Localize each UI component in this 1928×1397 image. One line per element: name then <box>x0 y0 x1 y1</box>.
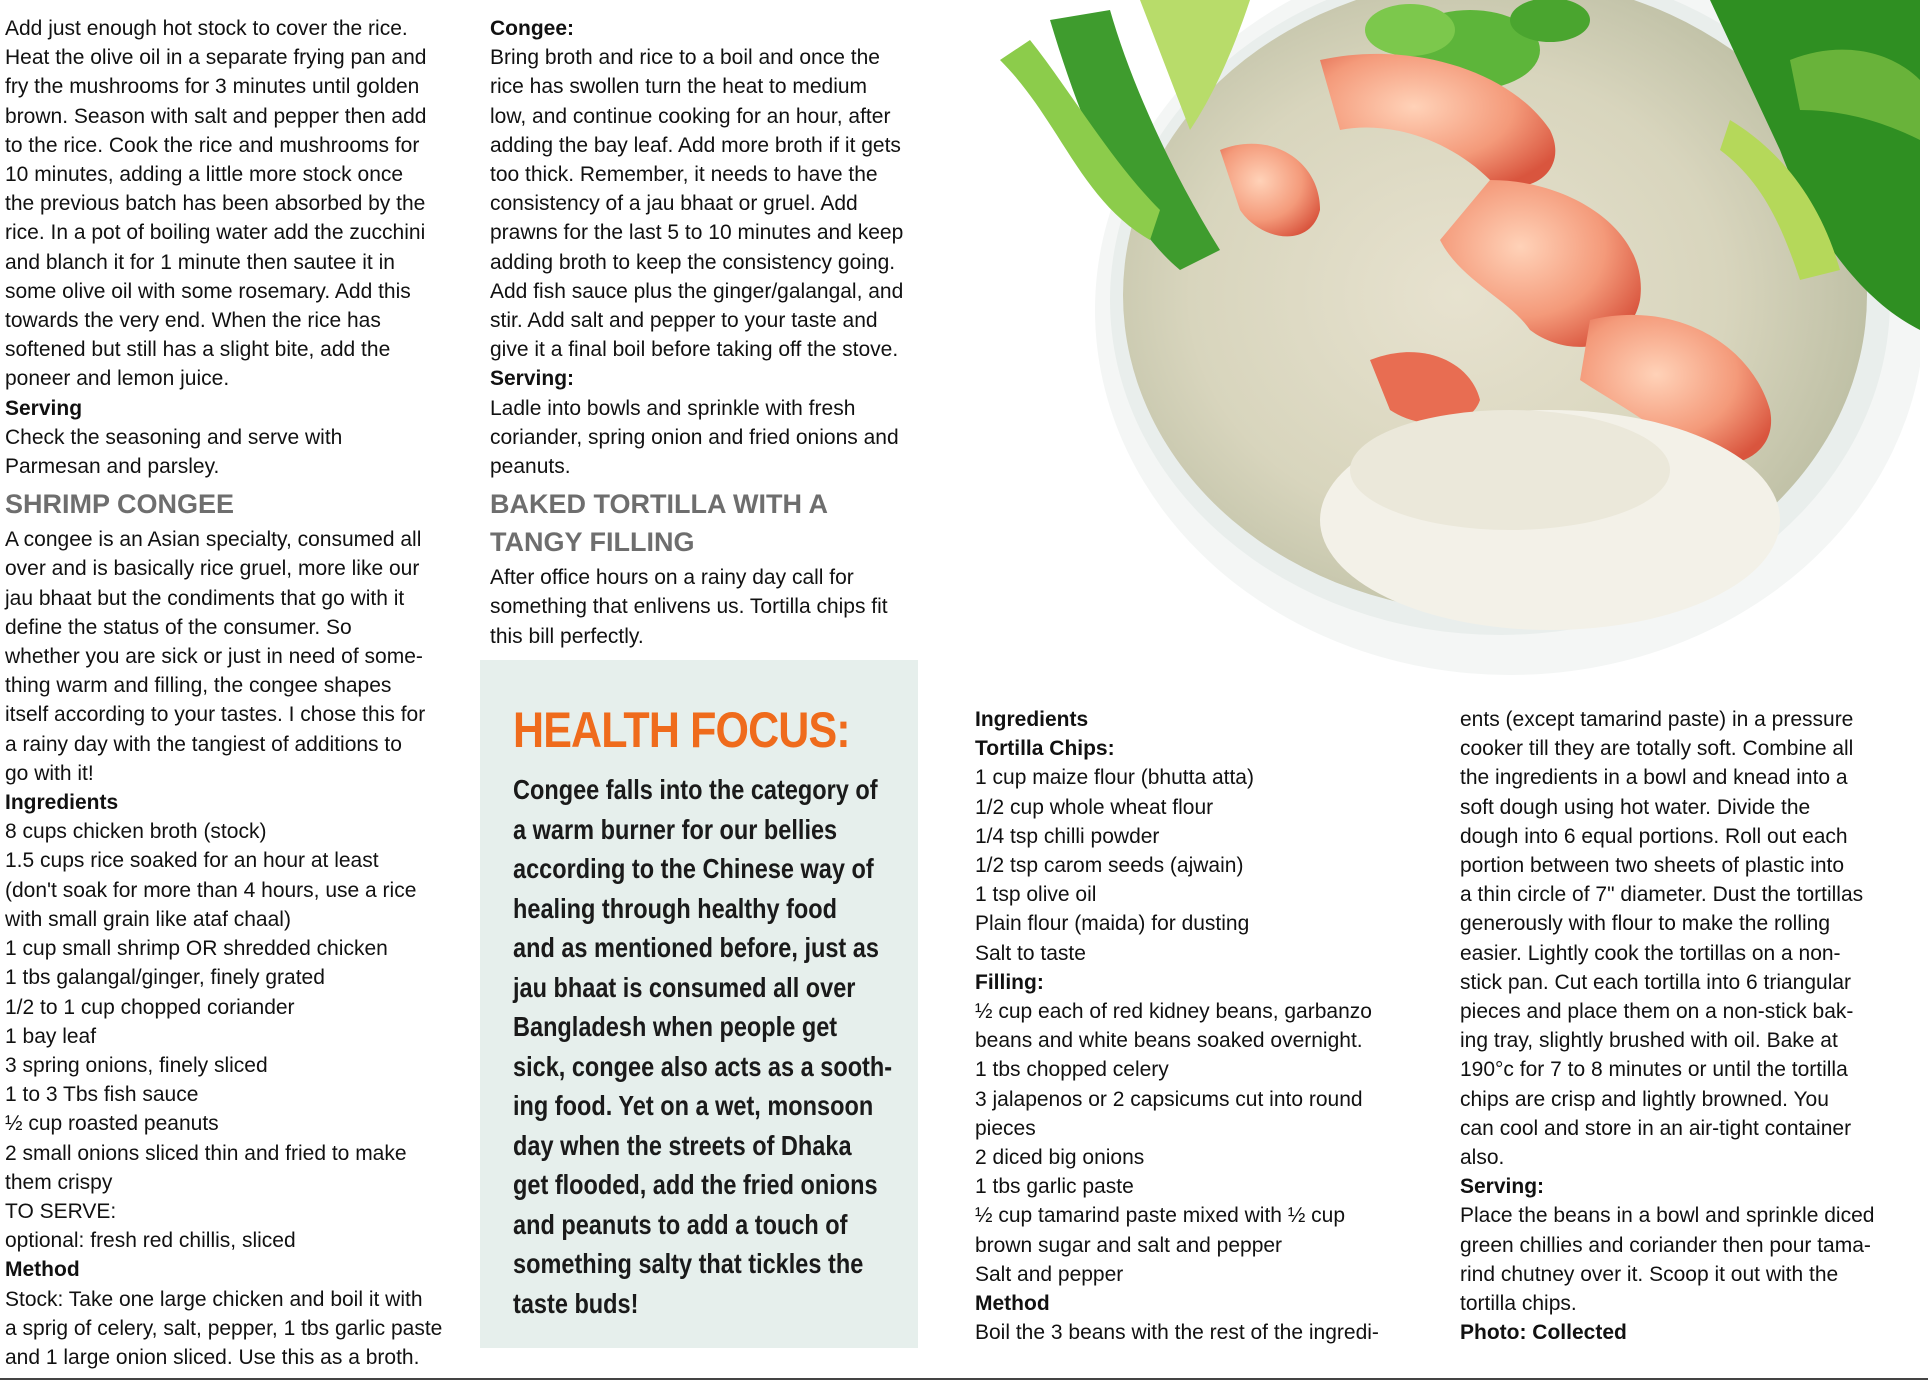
text-line: 10 minutes, adding a little more stock once <box>5 163 404 187</box>
text-line: easier. Lightly cook the tortillas on a non- <box>1460 941 1841 965</box>
ingredient-line: 8 cups chicken broth (stock) <box>5 820 267 844</box>
bottom-rule <box>0 1378 1928 1380</box>
ingredient-line: them crispy <box>5 1170 113 1194</box>
ingredient-line: beans and white beans soaked overnight. <box>975 1029 1363 1053</box>
text-line: peanuts. <box>490 455 571 479</box>
text-line: and 1 large onion sliced. Use this as a broth. <box>5 1345 420 1369</box>
text-line: Bangladesh when people get <box>513 1011 838 1042</box>
ingredient-line: 1/2 tsp carom seeds (ajwain) <box>975 854 1244 878</box>
text-line: itself according to your tastes. I chose this for <box>5 703 426 727</box>
text-line: green chillies and coriander then pour tama- <box>1460 1233 1871 1257</box>
text-line: portion between two sheets of plastic into <box>1460 854 1845 878</box>
text-line: stick pan. Cut each tortilla into 6 triangular <box>1460 970 1852 994</box>
text-line: thing warm and filling, the congee shapes <box>5 674 392 698</box>
serving-heading: Serving: <box>490 367 575 391</box>
ingredient-line: 1 tbs galangal/ginger, finely grated <box>5 966 325 990</box>
column-1 <box>5 14 465 1372</box>
text-line: a rainy day with the tangiest of additions to <box>5 732 402 756</box>
ingredient-line: with small grain like ataf chaal) <box>5 907 291 931</box>
ingredient-line: 1 cup maize flour (bhutta atta) <box>975 766 1254 790</box>
text-line: Heat the olive oil in a separate frying pan and <box>5 46 427 70</box>
ingredient-line: pieces <box>975 1116 1036 1140</box>
text-line: Stock: Take one large chicken and boil it with <box>5 1287 423 1311</box>
ingredient-line: 3 spring onions, finely sliced <box>5 1053 268 1077</box>
text-line: a warm burner for our bellies <box>513 813 838 845</box>
text-line: adding the bay leaf. Add more broth if it gets <box>490 133 901 157</box>
congee-heading: Congee: <box>490 17 574 40</box>
text-line: ents (except tamarind paste) in a pressure <box>1460 708 1854 731</box>
ingredients-heading: Ingredients <box>975 708 1089 731</box>
text-line: define the status of the consumer. So <box>5 615 352 639</box>
ingredient-line: ½ cup tamarind paste mixed with ½ cup <box>975 1204 1346 1228</box>
ingredient-line: 3 jalapenos or 2 capsicums cut into round <box>975 1087 1363 1111</box>
text-line: get flooded, add the fried onions <box>513 1169 878 1200</box>
text-line: something salty that tickles the <box>513 1248 864 1279</box>
text-line: chips are crisp and lightly browned. You <box>1460 1087 1829 1111</box>
text-line: poneer and lemon juice. <box>5 367 230 391</box>
text-line: cooker till they are totally soft. Combine all <box>1460 737 1854 761</box>
ingredient-line: 1 to 3 Tbs fish sauce <box>5 1083 199 1107</box>
text-line: generously with flour to make the rolling <box>1460 912 1831 936</box>
text-line: rice. In a pot of boiling water add the zucchini <box>5 221 426 245</box>
article-title-baked-tortilla <box>490 485 950 561</box>
ingredient-line: ½ cup each of red kidney beans, garbanzo <box>975 1000 1372 1024</box>
ingredient-line: 1 tbs chopped celery <box>975 1058 1169 1082</box>
text-line: and blanch it for 1 minute then sautee it in <box>5 250 395 274</box>
text-line: Check the seasoning and serve with <box>5 425 343 449</box>
text-line: ing food. Yet on a wet, monsoon <box>513 1090 874 1121</box>
method-heading: Method <box>5 1258 80 1282</box>
ingredient-line: (don't soak for more than 4 hours, use a rice <box>5 878 417 902</box>
text-line: too thick. Remember, it needs to have the <box>490 163 878 187</box>
text-line: Boil the 3 beans with the rest of the ingredi- <box>975 1321 1379 1345</box>
text-line: Add fish sauce plus the ginger/galangal, and <box>490 279 904 303</box>
title-line: TANGY FILLING <box>490 527 695 558</box>
text-line: pieces and place them on a non-stick bak- <box>1460 1000 1854 1024</box>
text-line: stir. Add salt and pepper to your taste and <box>490 309 878 333</box>
text-line: dough into 6 equal portions. Roll out each <box>1460 824 1848 848</box>
ingredient-line: 1.5 cups rice soaked for an hour at least <box>5 849 379 873</box>
text-line: low, and continue cooking for an hour, after <box>490 104 891 128</box>
text-line: Parmesan and parsley. <box>5 455 220 479</box>
tortilla-chips-heading: Tortilla Chips: <box>975 737 1115 761</box>
text-line: to the rice. Cook the rice and mushrooms for <box>5 133 420 157</box>
text-line: 190°c for 7 to 8 minutes or until the tortilla <box>1460 1058 1848 1082</box>
text-line: Place the beans in a bowl and sprinkle diced <box>1460 1204 1875 1228</box>
text-line: some olive oil with some rosemary. Add this <box>5 279 411 303</box>
text-line: Add just enough hot stock to cover the rice. <box>5 17 408 40</box>
filling-heading: Filling: <box>975 970 1044 994</box>
ingredients-heading: Ingredients <box>5 791 119 815</box>
text-line: Congee falls into the category of <box>513 774 878 805</box>
text-line: a sprig of celery, salt, pepper, 1 tbs garlic paste <box>5 1316 443 1340</box>
text-line: the previous batch has been absorbed by the <box>5 192 426 216</box>
serving-heading: Serving: <box>1460 1175 1545 1199</box>
text-line: rice has swollen turn the heat to medium <box>490 75 868 99</box>
ingredient-line: 1 cup small shrimp OR shredded chicken <box>5 937 388 961</box>
ingredient-line: optional: fresh red chillis, sliced <box>5 1229 296 1253</box>
text-line: the ingredients in a bowl and knead into a <box>1460 766 1848 790</box>
text-line: towards the very end. When the rice has <box>5 309 381 333</box>
photo-credit: Photo: Collected <box>1460 1321 1627 1345</box>
text-line: a thin circle of 7" diameter. Dust the tortillas <box>1460 883 1864 907</box>
text-line: go with it! <box>5 761 94 785</box>
text-line: according to the Chinese way of <box>513 853 874 884</box>
text-line: soft dough using hot water. Divide the <box>1460 795 1811 819</box>
method-heading: Method <box>975 1292 1050 1316</box>
ingredient-line: 2 diced big onions <box>975 1146 1145 1170</box>
column-4 <box>1460 705 1922 1347</box>
text-line: ing tray, slightly brushed with oil. Bake at <box>1460 1029 1838 1053</box>
title-line: BAKED TORTILLA WITH A <box>490 489 828 520</box>
text-line: and peanuts to add a touch of <box>513 1208 848 1240</box>
ingredient-line: 1 tbs garlic paste <box>975 1175 1134 1199</box>
shrimp-congee-photo <box>990 0 1920 680</box>
text-line: healing through healthy food <box>513 892 838 924</box>
text-line: Ladle into bowls and sprinkle with fresh <box>490 396 856 420</box>
ingredient-line: ½ cup roasted peanuts <box>5 1112 219 1136</box>
text-line: this bill perfectly. <box>490 624 644 648</box>
text-line: jau bhaat but the condiments that go with it <box>5 586 405 610</box>
text-line: and as mentioned before, just as <box>513 932 879 963</box>
serving-heading: Serving <box>5 396 83 420</box>
text-line: Bring broth and rice to a boil and once the <box>490 46 880 70</box>
text-line: After office hours on a rainy day call for <box>490 566 854 590</box>
ingredient-line: brown sugar and salt and pepper <box>975 1233 1283 1257</box>
ingredient-line: 1 bay leaf <box>5 1024 97 1048</box>
text-line: prawns for the last 5 to 10 minutes and keep <box>490 221 904 245</box>
text-line: can cool and store in an air-tight container <box>1460 1116 1852 1140</box>
health-focus-title: HEALTH FOCUS: <box>513 702 850 758</box>
text-line: day when the streets of Dhaka <box>513 1129 852 1161</box>
text-line: jau bhaat is consumed all over <box>513 971 856 1003</box>
ingredient-line: 1 tsp olive oil <box>975 883 1097 907</box>
text-line: something that enlivens us. Tortilla chips fit <box>490 595 888 619</box>
ingredient-line: Salt to taste <box>975 941 1086 965</box>
text-line: tortilla chips. <box>1460 1292 1577 1316</box>
ingredient-line: Salt and pepper <box>975 1262 1124 1286</box>
text-line: fry the mushrooms for 3 minutes until golden <box>5 75 420 99</box>
text-line: taste buds! <box>513 1287 639 1319</box>
column-3 <box>975 705 1435 1347</box>
ingredient-line: 1/2 cup whole wheat flour <box>975 795 1214 819</box>
ingredient-line: 1/2 to 1 cup chopped coriander <box>5 995 295 1019</box>
text-line: also. <box>1460 1146 1505 1170</box>
ingredient-line: 2 small onions sliced thin and fried to make <box>5 1141 407 1165</box>
text-line: over and is basically rice gruel, more like our <box>5 557 420 581</box>
col1-intro <box>5 14 465 394</box>
ingredient-line: TO SERVE: <box>5 1199 117 1223</box>
health-focus-body <box>513 770 908 1323</box>
text-line: give it a final boil before taking off the stove. <box>490 338 899 362</box>
article-title-shrimp-congee: SHRIMP CONGEE <box>5 489 235 520</box>
ingredient-line: 1/4 tsp chilli powder <box>975 824 1160 848</box>
text-line: A congee is an Asian specialty, consumed all <box>5 528 422 552</box>
text-line: adding broth to keep the consistency going. <box>490 250 896 274</box>
text-line: softened but still has a slight bite, add the <box>5 338 391 362</box>
text-line: rind chutney over it. Scoop it out with the <box>1460 1262 1839 1286</box>
text-line: sick, congee also acts as a sooth- <box>513 1050 893 1082</box>
text-line: consistency of a jau bhaat or gruel. Add <box>490 192 858 216</box>
text-line: brown. Season with salt and pepper then add <box>5 104 427 128</box>
column-2 <box>490 14 950 651</box>
text-line: coriander, spring onion and fried onions and <box>490 425 899 449</box>
text-line: whether you are sick or just in need of some- <box>5 645 423 669</box>
health-focus-box <box>480 660 918 1348</box>
ingredient-line: Plain flour (maida) for dusting <box>975 912 1250 936</box>
